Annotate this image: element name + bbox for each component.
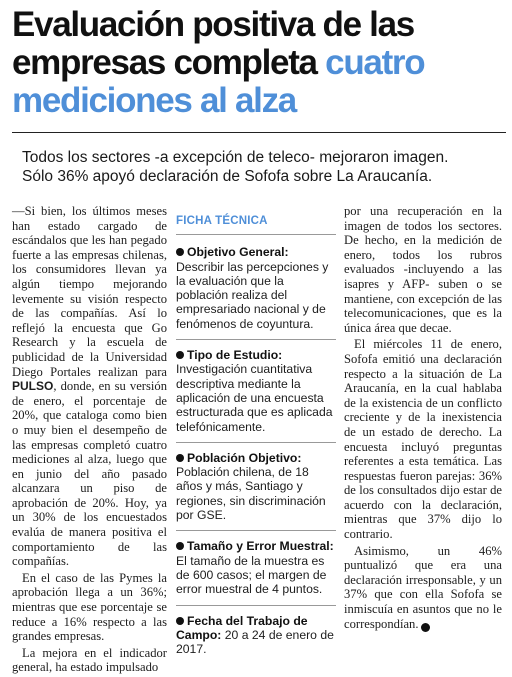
paragraph-text: —Si bien, los últimos meses han estado cargado de escándalos que les han pegado fuerte a las empresas chilenas, los consumidores llevan ya algún tiempo mejorando levemente su visión respecto de las compañías. Así lo reflejó la encuesta que Go Research y la escuela de publicidad de la Universidad Diego Portales realizan para [12, 204, 167, 379]
technical-sheet-item [176, 245, 336, 340]
bullet-icon [176, 542, 184, 550]
technical-sheet-item [176, 614, 336, 665]
technical-sheet-item [176, 348, 336, 443]
technical-sheet-item [176, 539, 336, 605]
bullet-icon [176, 454, 184, 462]
article-column-3 [344, 204, 502, 634]
item-text: Investigación cuantitativa descriptiva mediante la aplicación de una encuesta estructurada que es aplicada telefónicamente. [176, 362, 333, 434]
subheadline [22, 148, 506, 186]
item-text: 20 a 24 de enero de 2017. [176, 627, 334, 657]
paragraph: En el caso de las Pymes la aprobación llega a un 36%; mientras que ese porcentaje se reduce a 16% respecto a las grandes empresas. [12, 570, 167, 644]
item-label: Objetivo General: [187, 245, 289, 260]
headline-accent: cuatro mediciones al alza [12, 43, 425, 120]
paragraph: El miércoles 11 de enero, Sofofa emitió una declaración respecto a la situación de La Araucanía, en la cual hablaba de la existencia de un conflicto creciente y de la inexistencia de un estado de derecho. La encuesta incluyó preguntas referentes a esta temática. Las respuestas fueron parejas: 36% de los consultados dijo estar de acuerdo con la declaración, mientras que 37% dijo lo contrario. [344, 337, 502, 542]
headline [12, 6, 506, 120]
bullet-icon [176, 351, 184, 359]
technical-sheet-item [176, 451, 336, 531]
item-label: Población Objetivo: [187, 450, 302, 465]
item-text: Población chilena, de 18 años y más, Santiago y regiones, sin discriminación por GSE. [176, 465, 326, 523]
headline-text: Evaluación positiva de las empresas completa [12, 5, 414, 82]
paragraph [12, 204, 167, 569]
article-column-1 [12, 204, 167, 677]
subheadline-line-2: Sólo 36% apoyó declaración de Sofofa sobre La Araucanía. [22, 168, 433, 185]
publication-name: PULSO [12, 379, 54, 394]
technical-sheet [176, 214, 336, 672]
item-label: Tipo de Estudio: [187, 348, 283, 363]
end-of-article-icon: P [421, 623, 430, 632]
paragraph [344, 544, 502, 632]
item-label: Tamaño y Error Muestral: [187, 539, 334, 554]
bullet-icon [176, 617, 184, 625]
technical-sheet-title: FICHA TÉCNICA [176, 214, 336, 235]
item-text: El tamaño de la muestra es de 600 casos; el margen de error muestral de 4 puntos. [176, 553, 327, 597]
bullet-icon [176, 248, 184, 256]
paragraph-text: Asimismo, un 46% puntualizó que era una declaración irresponsable, y un 37% que con ella Sofofa se inmiscuía en asuntos que no le correspondían. [344, 543, 502, 631]
paragraph-text: , donde, en su versión de enero, el porcentaje de 20%, que cataloga como bien o muy bien el desempeño de las empresas completó cuatro mediciones al alza, luego que en junio del año pasado alcanzara un piso de aprobación de 20%. Hoy, ya un 30% de los encuestados evalúa de manera positiva el comportamiento de las compañías. [12, 379, 167, 569]
divider [12, 132, 506, 133]
paragraph: La mejora en el indicador general, ha estado impulsado [12, 645, 167, 675]
item-text: Describir las percepciones y la evaluación que la población realiza del empresariado nacional y de fenómenos de coyuntura. [176, 259, 329, 331]
subheadline-line-1: Todos los sectores -a excepción de teleco- mejoraron imagen. [22, 149, 449, 166]
paragraph: por una recuperación en la imagen de todos los sectores. De hecho, en la medición de enero, todos los rubros evaluados -incluyendo a las isapres y AFP- suben o se mantiene, con excepción de las telecomunicaciones, que es la única área que decae. [344, 204, 502, 335]
item-label: Fecha del Trabajo de Campo: [176, 613, 308, 642]
